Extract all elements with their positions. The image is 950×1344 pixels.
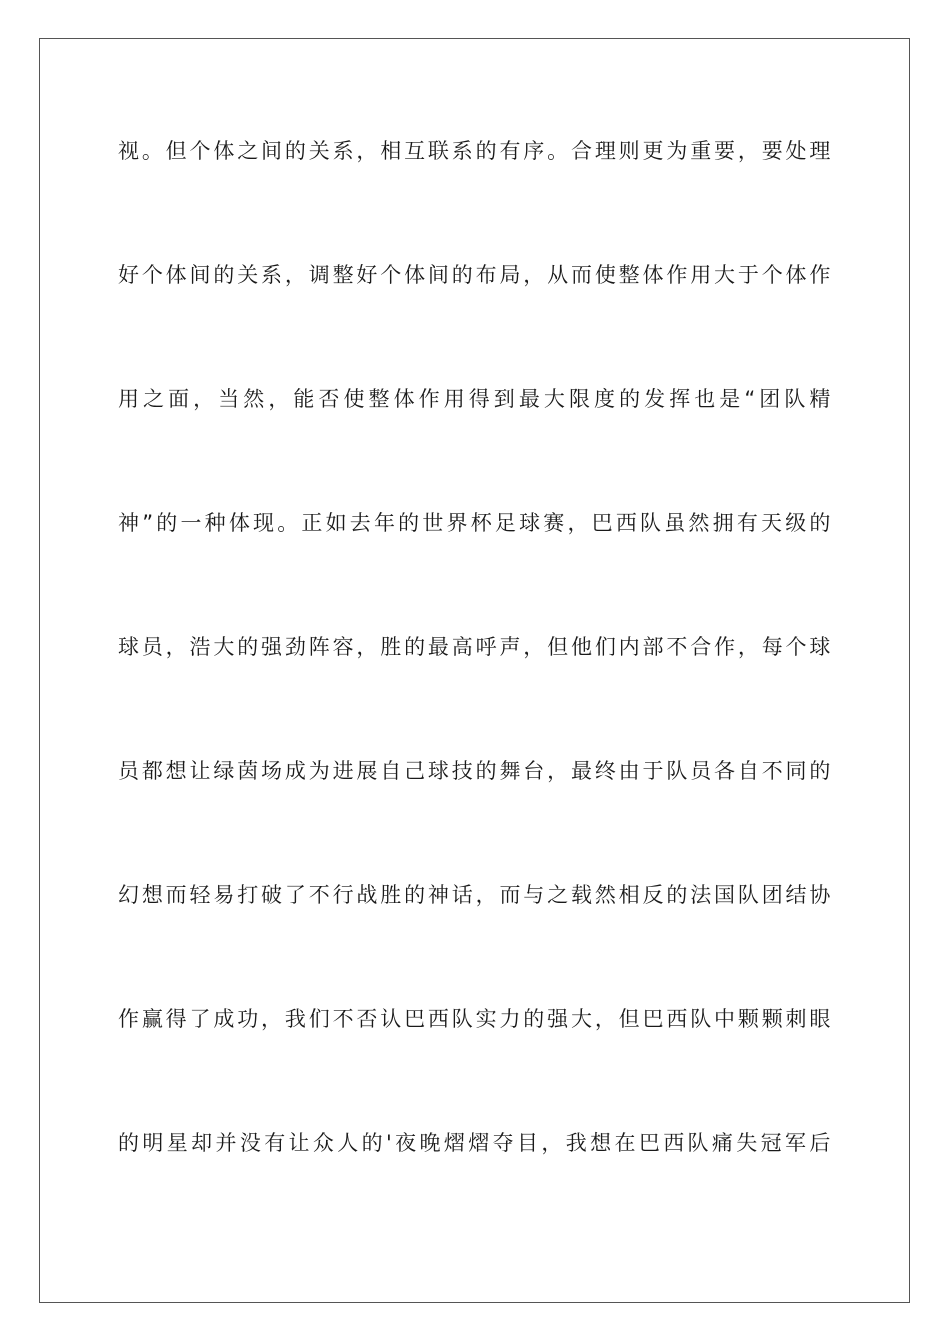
text-line: 球员，浩大的强劲阵容，胜的最高呼声，但他们内部不合作，每个球 [118, 635, 832, 659]
text-line: 视。但个体之间的关系，相互联系的有序。合理则更为重要，要处理 [118, 139, 832, 163]
text-line: 好个体间的关系，调整好个体间的布局，从而使整体作用大于个体作 [118, 263, 832, 287]
text-line: 幻想而轻易打破了不行战胜的神话，而与之载然相反的法国队团结协 [118, 883, 832, 907]
text-line: 神”的一种体现。正如去年的世界杯足球赛，巴西队虽然拥有天级的 [118, 511, 832, 535]
text-line: 员都想让绿茵场成为进展自己球技的舞台，最终由于队员各自不同的 [118, 759, 832, 783]
text-line: 用之面，当然，能否使整体作用得到最大限度的发挥也是“团队精 [118, 387, 832, 411]
document-body [118, 128, 832, 1244]
text-line: 的明星却并没有让众人的'夜晚熠熠夺目，我想在巴西队痛失冠军后 [118, 1131, 832, 1155]
text-line: 作赢得了成功，我们不否认巴西队实力的强大，但巴西队中颗颗刺眼 [118, 1007, 832, 1031]
